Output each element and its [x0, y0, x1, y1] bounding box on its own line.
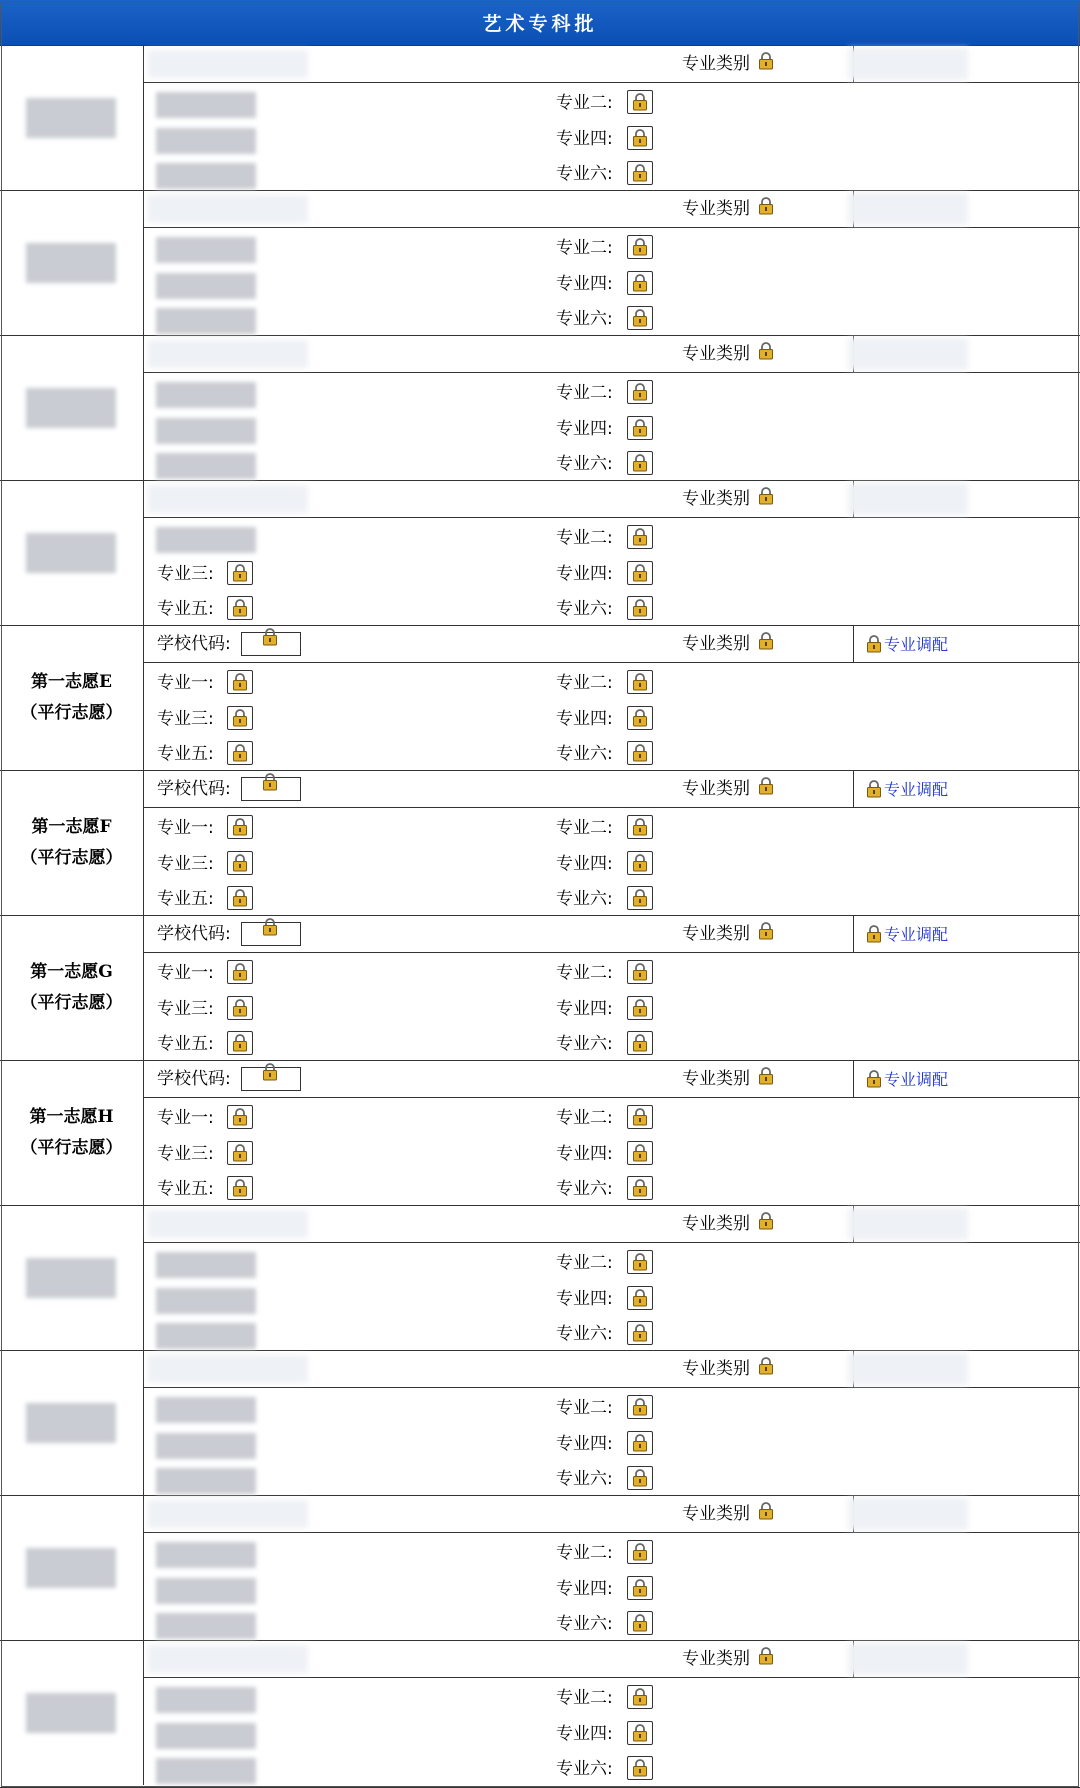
major-label: 专业六: [556, 744, 613, 764]
major-label: 专业六: [556, 1759, 613, 1779]
choice-subtitle: （平行志愿） [20, 993, 123, 1013]
major-label: 专业四: [556, 419, 613, 439]
major-label: 专业六: [556, 1614, 613, 1634]
major-label: 专业一: [157, 963, 214, 983]
major-label: 专业二: [556, 963, 613, 983]
major-category-label: 专业类别 [682, 779, 750, 799]
choice-title: 第一志愿G [30, 962, 113, 982]
choice-subtitle: （平行志愿） [20, 703, 123, 723]
major-label: 专业六: [556, 889, 613, 909]
major-label: 专业三: [157, 564, 214, 584]
major-category-label: 专业类别 [682, 1069, 750, 1089]
major-label: 专业二: [556, 818, 613, 838]
major-label: 专业三: [157, 999, 214, 1019]
major-label: 专业二: [556, 238, 613, 258]
major-category-label: 专业类别 [682, 54, 750, 74]
major-label: 专业六: [556, 599, 613, 619]
choice-subtitle: （平行志愿） [20, 1138, 123, 1158]
major-label: 专业五: [157, 889, 214, 909]
major-label: 专业六: [556, 1034, 613, 1054]
major-label: 专业四: [556, 1144, 613, 1164]
major-category-label: 专业类别 [682, 924, 750, 944]
major-label: 专业二: [556, 383, 613, 403]
major-category-label: 专业类别 [682, 1504, 750, 1524]
major-label: 专业二: [556, 1108, 613, 1128]
major-category-label: 专业类别 [682, 199, 750, 219]
choice-subtitle: （平行志愿） [20, 848, 123, 868]
major-label: 专业三: [157, 1144, 214, 1164]
major-label: 专业四: [556, 274, 613, 294]
adjust-label: 专业调配 [884, 925, 949, 944]
choice-title: 第一志愿E [31, 672, 112, 692]
major-category-label: 专业类别 [682, 1649, 750, 1669]
choice-title: 第一志愿H [29, 1107, 114, 1127]
school-code-label: 学校代码: [157, 924, 231, 944]
major-category-label: 专业类别 [682, 344, 750, 364]
page-border [1, 1, 1079, 1787]
major-label: 专业四: [556, 564, 613, 584]
major-label: 专业一: [157, 818, 214, 838]
major-label: 专业五: [157, 599, 214, 619]
major-category-label: 专业类别 [682, 1359, 750, 1379]
major-label: 专业四: [556, 1579, 613, 1599]
school-code-label: 学校代码: [157, 1069, 231, 1089]
major-label: 专业五: [157, 744, 214, 764]
choice-title: 第一志愿F [31, 817, 112, 837]
major-label: 专业二: [556, 1398, 613, 1418]
major-label: 专业二: [556, 93, 613, 113]
major-label: 专业四: [556, 1434, 613, 1454]
major-label: 专业六: [556, 1469, 613, 1489]
school-code-label: 学校代码: [157, 634, 231, 654]
major-label: 专业四: [556, 129, 613, 149]
major-category-label: 专业类别 [682, 634, 750, 654]
major-label: 专业四: [556, 1289, 613, 1309]
major-label: 专业六: [556, 1324, 613, 1344]
major-label: 专业四: [556, 709, 613, 729]
major-label: 专业二: [556, 528, 613, 548]
major-label: 专业三: [157, 854, 214, 874]
major-label: 专业四: [556, 854, 613, 874]
major-label: 专业四: [556, 1724, 613, 1744]
major-label: 专业六: [556, 1179, 613, 1199]
major-category-label: 专业类别 [682, 1214, 750, 1234]
major-label: 专业二: [556, 1688, 613, 1708]
major-label: 专业六: [556, 164, 613, 184]
major-category-label: 专业类别 [682, 489, 750, 509]
major-label: 专业一: [157, 673, 214, 693]
major-label: 专业二: [556, 1543, 613, 1563]
major-label: 专业五: [157, 1179, 214, 1199]
major-label: 专业六: [556, 454, 613, 474]
adjust-label: 专业调配 [884, 780, 949, 799]
major-label: 专业四: [556, 999, 613, 1019]
adjust-label: 专业调配 [884, 1070, 949, 1089]
major-label: 专业三: [157, 709, 214, 729]
major-label: 专业二: [556, 1253, 613, 1273]
major-label: 专业二: [556, 673, 613, 693]
major-label: 专业五: [157, 1034, 214, 1054]
adjust-label: 专业调配 [884, 635, 949, 654]
major-label: 专业一: [157, 1108, 214, 1128]
school-code-label: 学校代码: [157, 779, 231, 799]
major-label: 专业六: [556, 309, 613, 329]
page-title: 艺术专科批 [0, 0, 1080, 46]
